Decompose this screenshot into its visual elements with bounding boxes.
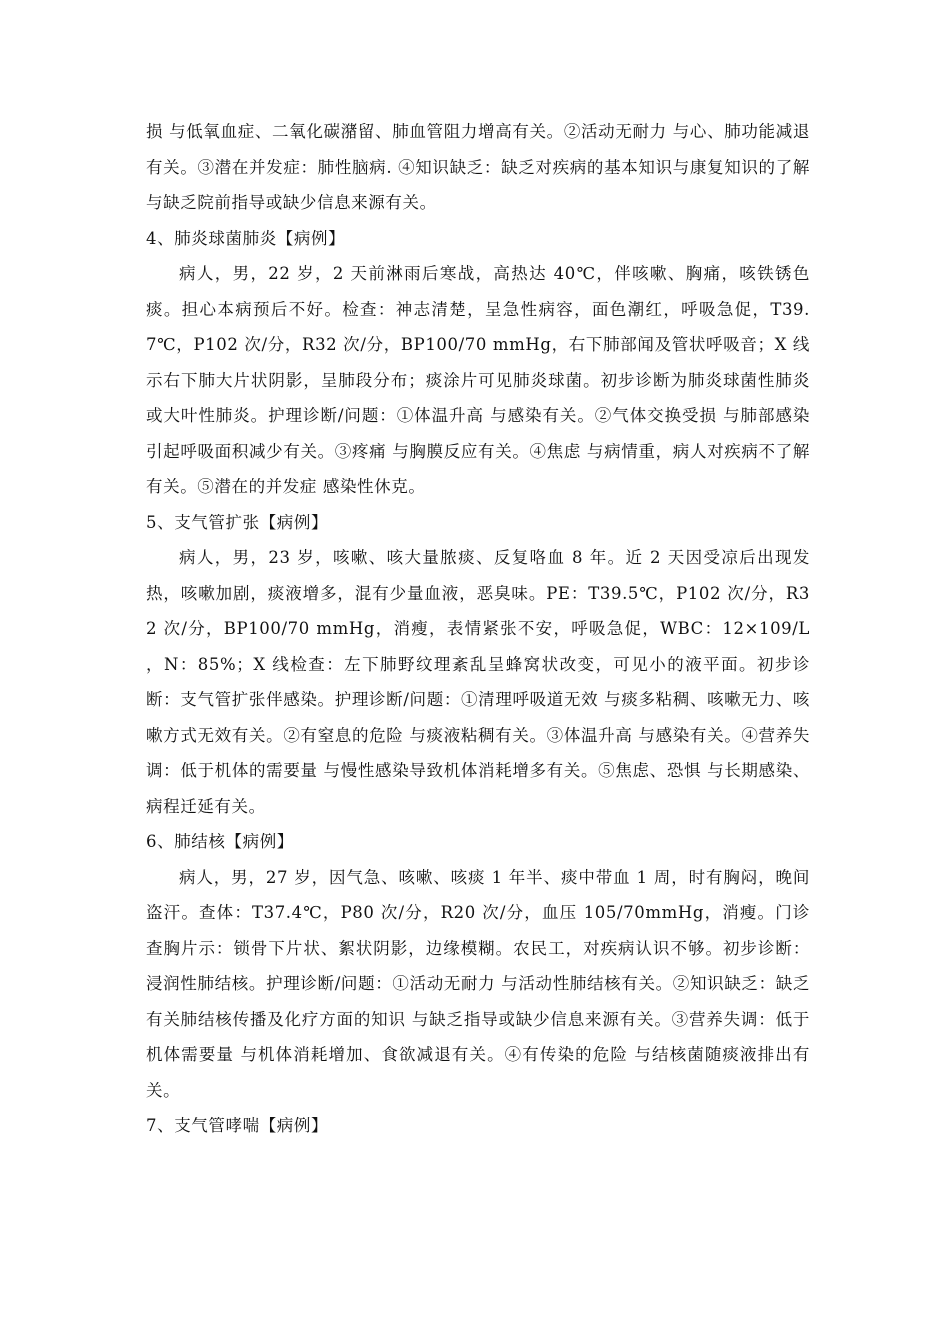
document-body	[146, 114, 810, 1144]
section-heading-asthma: 7、支气管哮喘【病例】	[146, 1116, 329, 1135]
section-heading-bronchiectasis: 5、支气管扩张【病例】	[146, 512, 329, 532]
case-paragraph-bronchiectasis: 病人，男，23 岁，咳嗽、咳大量脓痰、反复咯血 8 年。近 2 天因受凉后出现发热，咳嗽加剧，痰液增多，混有少量血液，恶臭味。PE：T39.5℃，P102 次/分，R32 次/分，BP100/70 mmHg，消瘦，表情紧张不安，呼吸急促，WBC：12×109/L ，N：85%；X 线检查：左下肺野纹理紊乱呈蜂窝状改变，可见小的液平面。初步诊断：支气管扩张伴感染。护理诊断/问题：①清理呼吸道无效 与痰多粘稠、咳嗽无力、咳嗽方式无效有关。②有窒息的危险 与痰液粘稠有关。③体温升高 与感染有关。④营养失调：低于机体的需要量 与慢性感染导致机体消耗增多有关。⑤焦虑、恐惧 与长期感染、病程迁延有关。	[146, 548, 810, 816]
case-paragraph-tuberculosis: 病人，男，27 岁，因气急、咳嗽、咳痰 1 年半、痰中带血 1 周，时有胸闷，晚间盗汗。查体：T37.4℃，P80 次/分，R20 次/分，血压 105/70mmHg，消瘦。门诊查胸片示：锁骨下片状、絮状阴影，边缘模糊。农民工，对疾病认识不够。初步诊断：浸润性肺结核。护理诊断/问题：①活动无耐力 与活动性肺结核有关。②知识缺乏：缺乏有关肺结核传播及化疗方面的知识 与缺乏指导或缺少信息来源有关。③营养失调：低于机体需要量 与机体消耗增加、食欲减退有关。④有传染的危险 与结核菌随痰液排出有关。	[146, 867, 810, 1100]
section-heading-tuberculosis: 6、肺结核【病例】	[146, 832, 294, 851]
continued-paragraph: 损 与低氧血症、二氧化碳潴留、肺血管阻力增高有关。②活动无耐力 与心、肺功能减退有关。③潜在并发症：肺性脑病. ④知识缺乏：缺乏对疾病的基本知识与康复知识的了解 与缺乏院前指导或缺少信息来源有关。	[146, 122, 810, 212]
section-heading-pneumococcal-pneumonia: 4、肺炎球菌肺炎【病例】	[146, 228, 346, 248]
case-paragraph-pneumococcal-pneumonia: 病人，男，22 岁，2 天前淋雨后寒战，高热达 40℃，伴咳嗽、胸痛，咳铁锈色痰。担心本病预后不好。检查：神志清楚，呈急性病容，面色潮红，呼吸急促，T39.7℃，P102 次/分，R32 次/分，BP100/70 mmHg，右下肺部闻及管状呼吸音；X 线示右下肺大片状阴影，呈肺段分布；痰涂片可见肺炎球菌。初步诊断为肺炎球菌性肺炎或大叶性肺炎。护理诊断/问题：①体温升高 与感染有关。②气体交换受损 与肺部感染引起呼吸面积减少有关。③疼痛 与胸膜反应有关。④焦虑 与病情重，病人对疾病不了解有关。⑤潜在的并发症 感染性休克。	[146, 264, 810, 496]
